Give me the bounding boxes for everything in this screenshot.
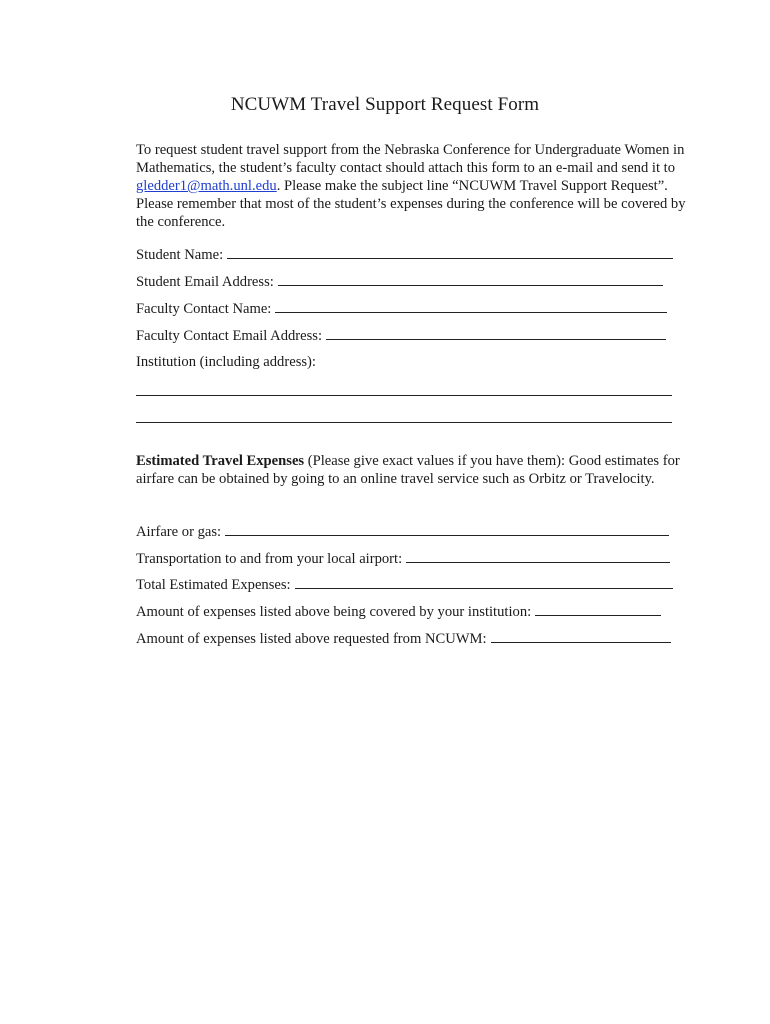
faculty-email-row: [136, 327, 666, 345]
student-name-row: [136, 246, 673, 264]
total-label: Total Estimated Expenses:: [136, 577, 291, 593]
intro-text-1: To request student travel support from the Nebraska Conference for Undergraduate Women in Mathematics, the student’s faculty contact should attach this form to an e-mail and send it to: [136, 142, 685, 176]
faculty-name-field[interactable]: [275, 300, 667, 313]
total-field[interactable]: [295, 576, 673, 589]
airfare-row: [136, 523, 669, 541]
transport-label: Transportation to and from your local airport:: [136, 551, 403, 567]
page-title: NCUWM Travel Support Request Form: [230, 94, 540, 115]
student-email-row: [136, 273, 663, 291]
student-name-field[interactable]: [227, 246, 673, 259]
requested-row: [136, 630, 671, 648]
requested-label: Amount of expenses listed above requested from NCUWM:: [136, 631, 487, 647]
covered-field[interactable]: [535, 603, 661, 616]
faculty-email-label: Faculty Contact Email Address:: [136, 328, 323, 344]
expenses-note: (Please give exact values if you have them): Good estimates for airfare can be obtained by going to an online travel service such as Orbitz or Travelocity.: [136, 453, 680, 487]
faculty-email-field[interactable]: [326, 327, 666, 340]
transport-row: [136, 550, 670, 568]
intro-paragraph: [136, 141, 696, 231]
student-name-label: Student Name:: [136, 247, 224, 263]
total-row: [136, 576, 673, 594]
faculty-name-label: Faculty Contact Name:: [136, 301, 272, 317]
airfare-label: Airfare or gas:: [136, 524, 222, 540]
airfare-field[interactable]: [225, 523, 669, 536]
covered-label: Amount of expenses listed above being covered by your institution:: [136, 604, 532, 620]
faculty-name-row: [136, 300, 667, 318]
institution-field-line-1[interactable]: [136, 395, 672, 396]
expenses-intro: [136, 452, 696, 488]
institution-field-line-2[interactable]: [136, 422, 672, 423]
contact-email-link[interactable]: gledder1@math.unl.edu: [136, 178, 277, 194]
requested-field[interactable]: [491, 630, 671, 643]
intro-text-2: . Please make the subject line “NCUWM Travel Support Request”. Please remember that most of the student’s expenses during the conference will be covered by the conference.: [136, 178, 686, 230]
institution-row: [136, 353, 316, 371]
student-email-field[interactable]: [278, 273, 663, 286]
transport-field[interactable]: [406, 550, 670, 563]
student-email-label: Student Email Address:: [136, 274, 274, 290]
covered-row: [136, 603, 661, 621]
institution-label: Institution (including address):: [136, 354, 316, 370]
expenses-heading: Estimated Travel Expenses: [136, 453, 305, 469]
